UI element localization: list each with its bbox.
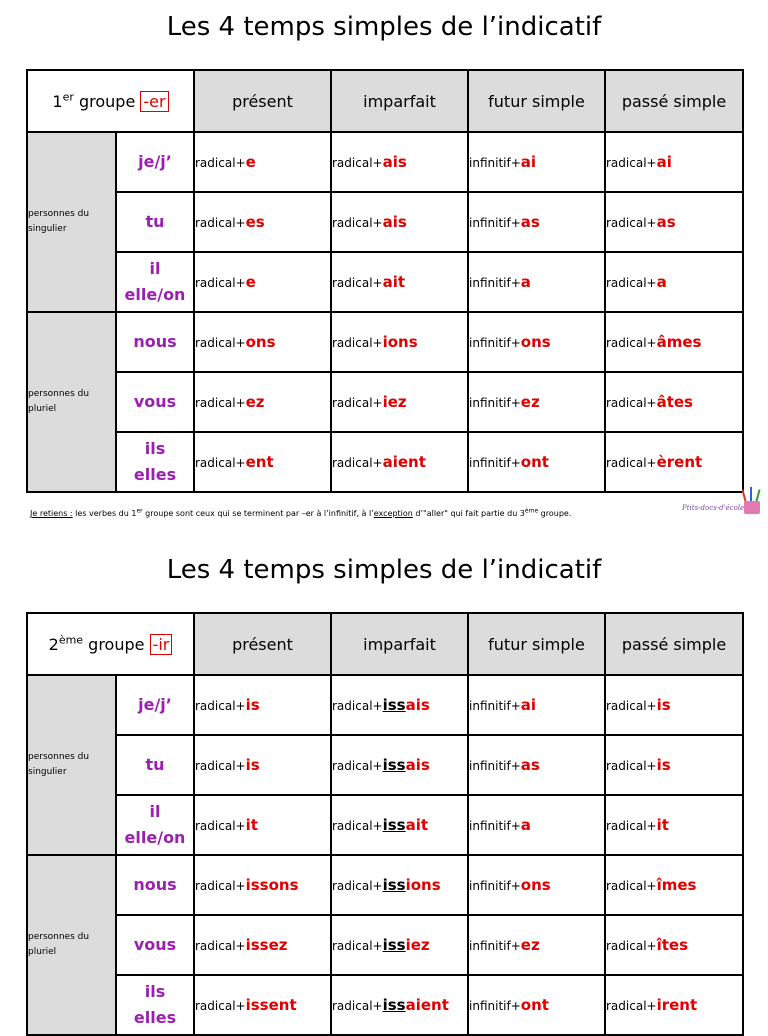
conjugation-cell [605, 735, 743, 795]
conjugation-cell [331, 735, 468, 795]
stem-text: radical [195, 939, 236, 953]
plus-sign: + [235, 999, 246, 1013]
ending-text: e [245, 273, 256, 291]
tense-header: présent [194, 70, 331, 132]
stem-text: infinitif [469, 819, 511, 833]
conjugation-cell [605, 252, 743, 312]
conjugation-cell [468, 855, 605, 915]
ending-text: issez [245, 936, 288, 954]
pronoun-cell [116, 372, 194, 432]
tense-header: présent [194, 613, 331, 675]
plus-sign: + [235, 276, 246, 290]
conjugation-cell [331, 915, 468, 975]
plus-sign: + [235, 156, 246, 170]
conjugation-cell [194, 975, 331, 1035]
conjugation-row [27, 372, 743, 432]
iss-infix: iss [382, 876, 406, 894]
stem-text: radical [195, 999, 236, 1013]
conjugation-row [27, 192, 743, 252]
stem-text: radical [606, 396, 647, 410]
pronoun-cell [116, 675, 194, 735]
ending-text: irent [656, 996, 698, 1014]
conjugation-cell [331, 252, 468, 312]
conjugation-cell [468, 795, 605, 855]
ending-text: ai [656, 153, 672, 171]
tense-header: imparfait [331, 70, 468, 132]
group-ordinal: 1 [52, 91, 63, 111]
plus-sign: + [510, 156, 521, 170]
conjugation-cell [331, 855, 468, 915]
ending-text: is [656, 696, 671, 714]
stem-text: radical [606, 456, 647, 470]
iss-infix: iss [382, 996, 406, 1014]
stem-text: radical [195, 216, 236, 230]
pronoun: il [149, 802, 161, 821]
ending-text: ons [245, 333, 276, 351]
ending-text: a [520, 273, 531, 291]
conjugation-cell [605, 915, 743, 975]
plus-sign: + [510, 216, 521, 230]
stem-text: radical [195, 699, 236, 713]
stem-text: radical [195, 819, 236, 833]
conjugation-row [27, 132, 743, 192]
note-sup: er [136, 507, 143, 515]
tense-header: passé simple [605, 613, 743, 675]
pronoun-cell [116, 855, 194, 915]
ending-text: as [520, 756, 540, 774]
conjugation-cell [194, 735, 331, 795]
note-text: les verbes du 1 [72, 509, 137, 518]
group-word: groupe [78, 91, 136, 111]
conjugation-cell [605, 432, 743, 492]
conjugation-cell [331, 675, 468, 735]
plus-sign: + [510, 276, 521, 290]
conjugation-row [27, 432, 743, 492]
conjugation-row [27, 915, 743, 975]
stem-text: radical [606, 699, 647, 713]
ending-text: e [245, 153, 256, 171]
conjugation-cell [194, 372, 331, 432]
plus-sign: + [372, 939, 383, 953]
conjugation-cell [331, 975, 468, 1035]
ending-text: ais [405, 756, 430, 774]
page-title: Les 4 temps simples de l’indicatif [166, 12, 602, 42]
conjugation-row [27, 795, 743, 855]
conjugation-cell [605, 312, 743, 372]
ending-text: aient [382, 453, 426, 471]
group-ordinal-suffix: ème [58, 633, 84, 647]
conjugation-cell [331, 372, 468, 432]
conjugation-cell [468, 252, 605, 312]
stem-text: radical [332, 879, 373, 893]
conjugation-cell [331, 432, 468, 492]
ending-text: iez [405, 936, 430, 954]
stem-text: infinitif [469, 879, 511, 893]
ending-text: ions [405, 876, 441, 894]
pronoun: vous [133, 935, 177, 954]
plus-sign: + [372, 819, 383, 833]
plus-sign: + [235, 396, 246, 410]
stem-text: radical [332, 819, 373, 833]
conjugation-cell [605, 975, 743, 1035]
ending-text: ait [382, 273, 406, 291]
conjugation-cell [194, 915, 331, 975]
stem-text: radical [332, 456, 373, 470]
ending-text: ait [405, 816, 429, 834]
pronoun: elles [133, 1008, 177, 1027]
conjugation-cell [468, 132, 605, 192]
pronoun-cell [116, 735, 194, 795]
plus-sign: + [646, 276, 657, 290]
stem-text: infinitif [469, 759, 511, 773]
note-text: groupe sont ceux qui se terminent par –er à l’infinitif, à l’ [142, 509, 374, 518]
pronoun-cell [116, 915, 194, 975]
plus-sign: + [235, 939, 246, 953]
ending-text: ons [520, 333, 551, 351]
stem-text: radical [195, 879, 236, 893]
ending-text: ont [520, 453, 549, 471]
stem-text: radical [195, 456, 236, 470]
conjugation-table [26, 69, 744, 493]
stem-text: radical [332, 396, 373, 410]
plus-sign: + [646, 759, 657, 773]
stem-text: radical [606, 999, 647, 1013]
group-ordinal: 2 [48, 634, 59, 654]
note-exception: exception [373, 509, 413, 518]
ending-text: ez [520, 393, 540, 411]
conjugation-cell [194, 312, 331, 372]
stem-text: radical [332, 699, 373, 713]
conjugation-row [27, 975, 743, 1035]
stem-text: infinitif [469, 336, 511, 350]
pronoun: elle/on [124, 285, 186, 304]
stem-text: radical [195, 276, 236, 290]
conjugation-row [27, 735, 743, 795]
pronoun: tu [145, 755, 165, 774]
conjugation-cell [468, 192, 605, 252]
ending-text: ai [520, 153, 537, 171]
group-word: groupe [88, 634, 145, 654]
ending-text: îmes [656, 876, 697, 894]
ending-text: ont [520, 996, 549, 1014]
ending-text: ai [520, 696, 537, 714]
persons-plural-label: personnes du pluriel [27, 312, 116, 492]
conjugation-cell [605, 795, 743, 855]
ending-text: ez [245, 393, 265, 411]
pencil-cup-icon [742, 487, 762, 515]
ending-text: îtes [656, 936, 689, 954]
conjugation-cell [605, 675, 743, 735]
plus-sign: + [235, 879, 246, 893]
conjugation-cell [605, 192, 743, 252]
tense-header: futur simple [468, 70, 605, 132]
conjugation-cell [331, 795, 468, 855]
stem-text: infinitif [469, 216, 511, 230]
pronoun: elles [133, 465, 177, 484]
persons-singular-label: personnes du singulier [27, 675, 116, 855]
note-label: Je retiens : [30, 509, 73, 518]
ending-text: ais [382, 153, 407, 171]
plus-sign: + [372, 276, 383, 290]
ending-text: a [520, 816, 531, 834]
conjugation-cell [605, 372, 743, 432]
plus-sign: + [646, 939, 657, 953]
plus-sign: + [235, 759, 246, 773]
ending-text: is [245, 756, 260, 774]
ending-text: as [656, 213, 676, 231]
stem-text: radical [606, 819, 647, 833]
stem-text: infinitif [469, 396, 511, 410]
group-header [27, 613, 194, 675]
stem-text: radical [332, 939, 373, 953]
conjugation-row [27, 855, 743, 915]
plus-sign: + [646, 819, 657, 833]
ending-text: it [245, 816, 258, 834]
stem-text: infinitif [469, 156, 511, 170]
conjugation-cell [194, 252, 331, 312]
stem-text: infinitif [469, 276, 511, 290]
conjugation-cell [194, 432, 331, 492]
note-sup: ème [524, 507, 539, 515]
ending-text: ais [382, 213, 407, 231]
ending-text: is [245, 696, 260, 714]
group-header [27, 70, 194, 132]
pronoun: ils [144, 439, 166, 458]
plus-sign: + [235, 819, 246, 833]
plus-sign: + [510, 879, 521, 893]
ending-text: èrent [656, 453, 703, 471]
ending-text: is [656, 756, 671, 774]
note-text: d’"aller" qui fait partie du 3 [412, 509, 525, 518]
ending-text: ons [520, 876, 551, 894]
stem-text: radical [606, 759, 647, 773]
pronoun: tu [145, 212, 165, 231]
pronoun: ils [144, 982, 166, 1001]
conjugation-cell [331, 312, 468, 372]
pronoun-cell [116, 252, 194, 312]
stem-text: radical [332, 276, 373, 290]
pronoun: nous [133, 875, 177, 894]
pronoun-cell [116, 975, 194, 1035]
plus-sign: + [510, 699, 521, 713]
ending-text: as [520, 213, 540, 231]
conjugation-row [27, 675, 743, 735]
ending-text: iez [382, 393, 407, 411]
stem-text: radical [332, 336, 373, 350]
stem-text: radical [195, 396, 236, 410]
plus-sign: + [646, 456, 657, 470]
iss-infix: iss [382, 816, 406, 834]
plus-sign: + [646, 156, 657, 170]
plus-sign: + [646, 396, 657, 410]
plus-sign: + [372, 699, 383, 713]
plus-sign: + [646, 699, 657, 713]
ending-text: ent [245, 453, 274, 471]
ending-text: ez [520, 936, 540, 954]
conjugation-cell [468, 675, 605, 735]
stem-text: radical [195, 336, 236, 350]
conjugation-cell [468, 915, 605, 975]
plus-sign: + [372, 156, 383, 170]
stem-text: radical [606, 156, 647, 170]
ending-text: issent [245, 996, 297, 1014]
plus-sign: + [372, 216, 383, 230]
conjugation-cell [468, 372, 605, 432]
pronoun: il [149, 259, 161, 278]
plus-sign: + [372, 396, 383, 410]
stem-text: infinitif [469, 699, 511, 713]
group-termination: -ir [150, 634, 173, 655]
pronoun-cell [116, 432, 194, 492]
plus-sign: + [372, 456, 383, 470]
conjugation-table [26, 612, 744, 1036]
stem-text: radical [606, 879, 647, 893]
group-ordinal-suffix: er [62, 90, 74, 104]
plus-sign: + [235, 216, 246, 230]
plus-sign: + [510, 396, 521, 410]
pronoun: je/j’ [138, 695, 172, 714]
iss-infix: iss [382, 756, 406, 774]
ending-text: it [656, 816, 669, 834]
plus-sign: + [510, 999, 521, 1013]
ending-text: aient [405, 996, 449, 1014]
pronoun: vous [133, 392, 177, 411]
pronoun-cell [116, 312, 194, 372]
plus-sign: + [372, 336, 383, 350]
group-termination: -er [140, 91, 168, 112]
ending-text: âtes [656, 393, 693, 411]
tense-header: passé simple [605, 70, 743, 132]
tense-header: futur simple [468, 613, 605, 675]
persons-singular-label: personnes du singulier [27, 132, 116, 312]
conjugation-cell [468, 975, 605, 1035]
plus-sign: + [372, 879, 383, 893]
plus-sign: + [510, 336, 521, 350]
conjugation-cell [194, 855, 331, 915]
plus-sign: + [235, 456, 246, 470]
plus-sign: + [510, 456, 521, 470]
stem-text: infinitif [469, 939, 511, 953]
stem-text: infinitif [469, 456, 511, 470]
ending-text: issons [245, 876, 299, 894]
ending-text: es [245, 213, 265, 231]
stem-text: radical [606, 336, 647, 350]
logo-text: Ptits-docs-d'école [682, 504, 745, 512]
pronoun-cell [116, 795, 194, 855]
ending-text: âmes [656, 333, 702, 351]
pronoun-cell [116, 192, 194, 252]
stem-text: radical [332, 216, 373, 230]
conjugation-cell [194, 192, 331, 252]
conjugation-cell [194, 132, 331, 192]
plus-sign: + [372, 759, 383, 773]
iss-infix: iss [382, 936, 406, 954]
pronoun: je/j’ [138, 152, 172, 171]
conjugation-cell [605, 132, 743, 192]
conjugation-row [27, 252, 743, 312]
tense-header: imparfait [331, 613, 468, 675]
stem-text: radical [195, 156, 236, 170]
stem-text: infinitif [469, 999, 511, 1013]
conjugation-cell [331, 132, 468, 192]
plus-sign: + [235, 699, 246, 713]
conjugation-cell [468, 432, 605, 492]
stem-text: radical [332, 999, 373, 1013]
conjugation-cell [468, 735, 605, 795]
stem-text: radical [332, 759, 373, 773]
header-row [27, 70, 743, 132]
plus-sign: + [510, 759, 521, 773]
pronoun-cell [116, 132, 194, 192]
pronoun: elle/on [124, 828, 186, 847]
conjugation-cell [468, 312, 605, 372]
plus-sign: + [646, 999, 657, 1013]
plus-sign: + [372, 999, 383, 1013]
plus-sign: + [646, 879, 657, 893]
stem-text: radical [606, 939, 647, 953]
stem-text: radical [195, 759, 236, 773]
plus-sign: + [510, 819, 521, 833]
conjugation-cell [194, 675, 331, 735]
reminder-note [30, 509, 571, 518]
stem-text: radical [606, 216, 647, 230]
plus-sign: + [510, 939, 521, 953]
page-title: Les 4 temps simples de l’indicatif [166, 555, 602, 585]
note-text: groupe. [538, 509, 572, 518]
ending-text: ais [405, 696, 430, 714]
stem-text: radical [606, 276, 647, 290]
iss-infix: iss [382, 696, 406, 714]
plus-sign: + [235, 336, 246, 350]
ending-text: ions [382, 333, 418, 351]
pronoun: nous [133, 332, 177, 351]
conjugation-cell [331, 192, 468, 252]
plus-sign: + [646, 216, 657, 230]
ending-text: a [656, 273, 667, 291]
conjugation-cell [194, 795, 331, 855]
header-row [27, 613, 743, 675]
persons-plural-label: personnes du pluriel [27, 855, 116, 1035]
stem-text: radical [332, 156, 373, 170]
conjugation-cell [605, 855, 743, 915]
conjugation-row [27, 312, 743, 372]
plus-sign: + [646, 336, 657, 350]
